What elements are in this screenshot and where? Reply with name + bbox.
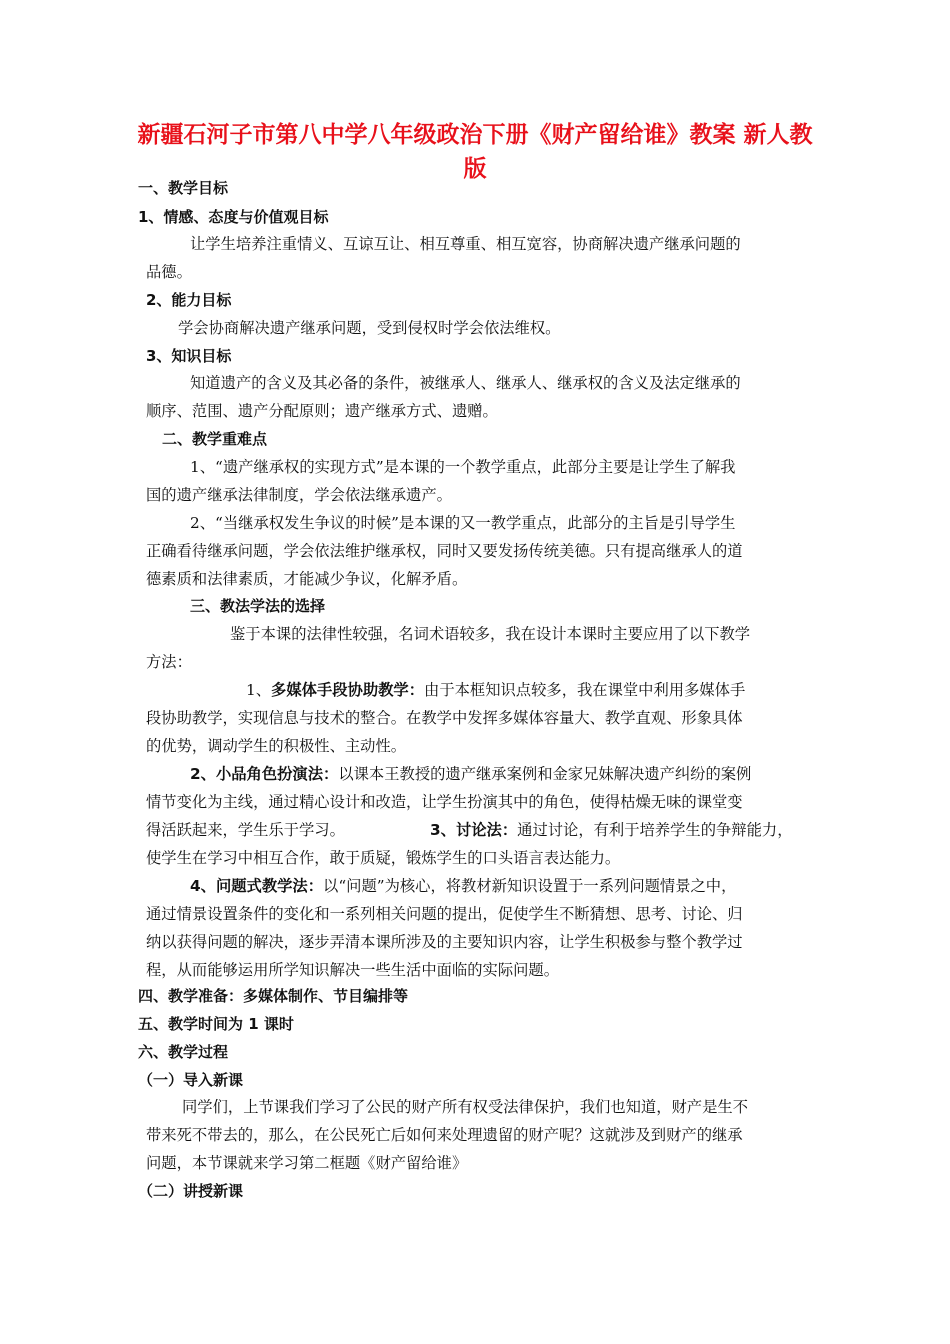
heading-key-points: 二、教学重难点 [162, 430, 268, 448]
paragraph-line: 得活跃起来，学生乐于学习。 [146, 821, 345, 839]
paragraph-line: 德素质和法律素质，才能减少争议，化解矛盾。 [146, 570, 468, 588]
subheading-emotion-goals: 1、情感、态度与价值观目标 [138, 208, 329, 226]
paragraph-line: 通过情景设置条件的变化和一系列相关问题的提出，促使学生不断猜想、思考、讨论、归 [146, 905, 743, 923]
paragraph-line: 情节变化为主线，通过精心设计和改造，让学生扮演其中的角色，使得枯燥无味的课堂变 [146, 793, 743, 811]
method-problem-based [190, 872, 736, 900]
paragraph-line: 方法： [146, 653, 192, 671]
method-text: 以“问题”为核心，将教材新知识设置于一系列问题情景之中， [323, 877, 737, 895]
method-text: 由于本框知识点较多，我在课堂中利用多媒体手 [424, 681, 746, 699]
title-line-1: 新疆石河子市第八中学八年级政治下册《财产留给谁》教案 新人教 [137, 122, 813, 148]
paragraph-line: 使学生在学习中相互合作，敢于质疑，锻炼学生的口头语言表达能力。 [146, 849, 621, 867]
paragraph-line: 的优势，调动学生的积极性、主动性。 [146, 737, 407, 755]
method-discussion [430, 816, 793, 844]
heading-teaching-objectives: 一、教学目标 [138, 179, 229, 197]
method-label: 4、问题式教学法： [190, 877, 324, 895]
subheading-knowledge-goals: 3、知识目标 [146, 347, 232, 365]
heading-teaching-methods: 三、教法学法的选择 [190, 597, 326, 615]
paragraph-line: 学会协商解决遗产继承问题，受到侵权时学会依法维权。 [178, 319, 561, 337]
paragraph-line: 让学生培养注重情义、互谅互让、相互尊重、相互宽容，协商解决遗产继承问题的 [190, 235, 741, 253]
method-multimedia [246, 676, 745, 704]
method-text: 通过讨论，有利于培养学生的争辩能力， [517, 821, 793, 839]
paragraph-line: 鉴于本课的法律性较强，名词术语较多，我在设计本课时主要应用了以下教学 [230, 625, 751, 643]
subheading-new-lesson: （二）讲授新课 [138, 1182, 244, 1200]
paragraph-line: 2、“当继承权发生争议的时候”是本课的又一教学重点，此部分的主旨是引导学生 [190, 514, 736, 532]
paragraph-line: 程，从而能够运用所学知识解决一些生活中面临的实际问题。 [146, 961, 560, 979]
paragraph-line: 同学们，上节课我们学习了公民的财产所有权受法律保护，我们也知道，财产是生不 [182, 1098, 748, 1116]
title-line-2: 版 [463, 156, 487, 182]
paragraph-line: 正确看待继承问题，学会依法维护继承权，同时又要发扬传统美德。只有提高继承人的道 [146, 542, 743, 560]
paragraph-line: 纳以获得问题的解决，逐步弄清本课所涉及的主要知识内容，让学生积极参与整个教学过 [146, 933, 743, 951]
heading-preparation: 四、教学准备：多媒体制作、节目编排等 [138, 987, 409, 1005]
paragraph-line: 国的遗产继承法律制度，学会依法继承遗产。 [146, 486, 452, 504]
subheading-ability-goals: 2、能力目标 [146, 291, 232, 309]
subheading-introduction: （一）导入新课 [138, 1071, 244, 1089]
method-label: 3、讨论法： [430, 821, 518, 839]
paragraph-line: 品德。 [146, 263, 192, 281]
paragraph-line: 段协助教学，实现信息与技术的整合。在教学中发挥多媒体容量大、教学直观、形象具体 [146, 709, 743, 727]
method-role-play [190, 760, 751, 788]
paragraph-line: 知道遗产的含义及其必备的条件，被继承人、继承人、继承权的含义及法定继承的 [190, 374, 741, 392]
method-text: 以课本王教授的遗产继承案例和金家兄妹解决遗产纠纷的案例 [338, 765, 752, 783]
paragraph-line: 带来死不带去的，那么，在公民死亡后如何来处理遗留的财产呢？这就涉及到财产的继承 [146, 1126, 743, 1144]
heading-process: 六、教学过程 [138, 1043, 229, 1061]
paragraph-line: 问题，本节课就来学习第二框题《财产留给谁》 [146, 1154, 468, 1172]
method-number: 1、 [246, 681, 272, 699]
method-label: 多媒体手段协助教学： [271, 681, 425, 699]
heading-duration: 五、教学时间为 1 课时 [138, 1015, 294, 1033]
paragraph-line: 1、“遗产继承权的实现方式”是本课的一个教学重点，此部分主要是让学生了解我 [190, 458, 736, 476]
method-label: 2、小品角色扮演法： [190, 765, 339, 783]
paragraph-line: 顺序、范围、遗产分配原则；遗产继承方式、遗赠。 [146, 402, 498, 420]
document-title [130, 118, 820, 186]
